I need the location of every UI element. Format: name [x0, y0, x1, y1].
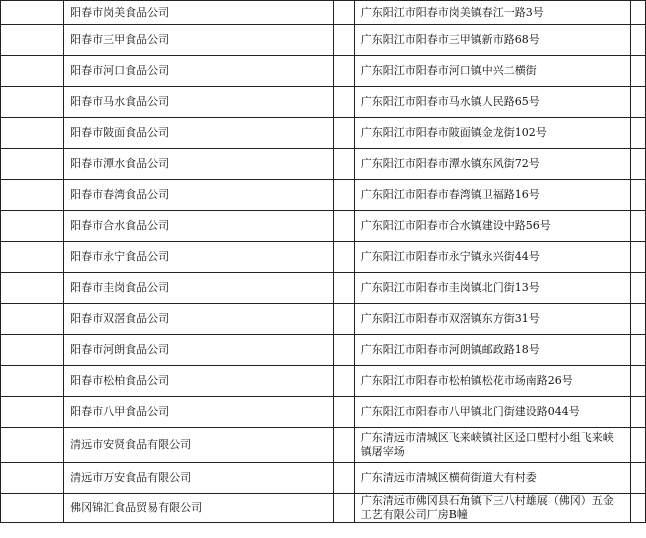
company-name-cell[interactable]: 阳春市河朗食品公司: [64, 335, 334, 366]
company-name-cell[interactable]: 阳春市八甲食品公司: [64, 397, 334, 428]
row-number-cell[interactable]: [1, 180, 64, 211]
spacer-cell[interactable]: [334, 211, 355, 242]
table-row: [1, 149, 646, 180]
row-number-cell[interactable]: [1, 149, 64, 180]
address-cell[interactable]: 广东清远市佛冈县石角镇下三八村雄展（佛冈）五金工艺有限公司厂房B幢: [354, 494, 630, 523]
table-row: [1, 463, 646, 494]
address-cell[interactable]: 广东阳江市阳春市三甲镇新市路68号: [354, 25, 630, 56]
address-cell[interactable]: 广东清远市清城区横荷街道大有村委: [354, 463, 630, 494]
spacer-cell[interactable]: [334, 494, 355, 523]
row-number-cell[interactable]: [1, 273, 64, 304]
edge-cell[interactable]: [631, 118, 646, 149]
edge-cell[interactable]: [631, 397, 646, 428]
row-number-cell[interactable]: [1, 211, 64, 242]
address-cell[interactable]: 广东阳江市阳春市河朗镇邮政路18号: [354, 335, 630, 366]
spacer-cell[interactable]: [334, 335, 355, 366]
table-row: [1, 25, 646, 56]
address-cell[interactable]: 广东阳江市阳春市陂面镇金龙街102号: [354, 118, 630, 149]
edge-cell[interactable]: [631, 25, 646, 56]
company-name-cell[interactable]: 阳春市潭水食品公司: [64, 149, 334, 180]
row-number-cell[interactable]: [1, 56, 64, 87]
table-row: [1, 304, 646, 335]
table-row: [1, 428, 646, 463]
address-cell[interactable]: 广东清远市清城区飞来峡镇社区迳口塱村小组飞来峡镇屠宰场: [354, 428, 630, 463]
table-row: [1, 211, 646, 242]
edge-cell[interactable]: [631, 242, 646, 273]
address-cell[interactable]: 广东阳江市阳春市永宁镇永兴街44号: [354, 242, 630, 273]
table-row: [1, 180, 646, 211]
company-name-cell[interactable]: 阳春市陂面食品公司: [64, 118, 334, 149]
spacer-cell[interactable]: [334, 149, 355, 180]
spacer-cell[interactable]: [334, 56, 355, 87]
table-row: [1, 1, 646, 25]
row-number-cell[interactable]: [1, 494, 64, 523]
edge-cell[interactable]: [631, 366, 646, 397]
table-row: [1, 366, 646, 397]
spacer-cell[interactable]: [334, 87, 355, 118]
address-cell[interactable]: 广东阳江市阳春市潭水镇东风街72号: [354, 149, 630, 180]
company-name-cell[interactable]: 阳春市马水食品公司: [64, 87, 334, 118]
spacer-cell[interactable]: [334, 242, 355, 273]
table-row: [1, 335, 646, 366]
row-number-cell[interactable]: [1, 463, 64, 494]
spacer-cell[interactable]: [334, 273, 355, 304]
row-number-cell[interactable]: [1, 87, 64, 118]
company-name-cell[interactable]: 阳春市河口食品公司: [64, 56, 334, 87]
company-name-cell[interactable]: 阳春市永宁食品公司: [64, 242, 334, 273]
edge-cell[interactable]: [631, 463, 646, 494]
row-number-cell[interactable]: [1, 335, 64, 366]
edge-cell[interactable]: [631, 273, 646, 304]
spacer-cell[interactable]: [334, 463, 355, 494]
table-row: [1, 397, 646, 428]
table-row: [1, 118, 646, 149]
spacer-cell[interactable]: [334, 25, 355, 56]
edge-cell[interactable]: [631, 428, 646, 463]
edge-cell[interactable]: [631, 87, 646, 118]
spacer-cell[interactable]: [334, 304, 355, 335]
company-name-cell[interactable]: 阳春市合水食品公司: [64, 211, 334, 242]
edge-cell[interactable]: [631, 494, 646, 523]
company-name-cell[interactable]: 清远市万安食品有限公司: [64, 463, 334, 494]
row-number-cell[interactable]: [1, 1, 64, 25]
table-row: [1, 494, 646, 523]
edge-cell[interactable]: [631, 1, 646, 25]
table-row: [1, 242, 646, 273]
spacer-cell[interactable]: [334, 1, 355, 25]
company-name-cell[interactable]: 佛冈锦汇食品贸易有限公司: [64, 494, 334, 523]
address-cell[interactable]: 广东阳江市阳春市双滘镇东方街31号: [354, 304, 630, 335]
spacer-cell[interactable]: [334, 428, 355, 463]
row-number-cell[interactable]: [1, 25, 64, 56]
edge-cell[interactable]: [631, 149, 646, 180]
table-row: [1, 56, 646, 87]
table-row: [1, 87, 646, 118]
edge-cell[interactable]: [631, 304, 646, 335]
spacer-cell[interactable]: [334, 397, 355, 428]
row-number-cell[interactable]: [1, 304, 64, 335]
edge-cell[interactable]: [631, 211, 646, 242]
company-name-cell[interactable]: 阳春市圭岗食品公司: [64, 273, 334, 304]
address-cell[interactable]: 广东阳江市阳春市合水镇建设中路56号: [354, 211, 630, 242]
row-number-cell[interactable]: [1, 242, 64, 273]
spacer-cell[interactable]: [334, 180, 355, 211]
edge-cell[interactable]: [631, 56, 646, 87]
company-name-cell[interactable]: 阳春市双滘食品公司: [64, 304, 334, 335]
spacer-cell[interactable]: [334, 366, 355, 397]
company-name-cell[interactable]: 阳春市松柏食品公司: [64, 366, 334, 397]
address-cell[interactable]: 广东阳江市阳春市圭岗镇北门街13号: [354, 273, 630, 304]
edge-cell[interactable]: [631, 180, 646, 211]
address-cell[interactable]: 广东阳江市阳春市河口镇中兴二横街: [354, 56, 630, 87]
address-cell[interactable]: 广东阳江市阳春市马水镇人民路65号: [354, 87, 630, 118]
edge-cell[interactable]: [631, 335, 646, 366]
row-number-cell[interactable]: [1, 118, 64, 149]
address-cell[interactable]: 广东阳江市阳春市松柏镇松花市场南路26号: [354, 366, 630, 397]
address-cell[interactable]: 广东阳江市阳春市春湾镇卫福路16号: [354, 180, 630, 211]
address-cell[interactable]: 广东阳江市阳春市八甲镇北门街建设路044号: [354, 397, 630, 428]
company-name-cell[interactable]: 阳春市春湾食品公司: [64, 180, 334, 211]
address-cell[interactable]: 广东阳江市阳春市岗美镇春江一路3号: [354, 1, 630, 25]
row-number-cell[interactable]: [1, 428, 64, 463]
spacer-cell[interactable]: [334, 118, 355, 149]
row-number-cell[interactable]: [1, 397, 64, 428]
company-name-cell[interactable]: 阳春市岗美食品公司: [64, 1, 334, 25]
row-number-cell[interactable]: [1, 366, 64, 397]
company-name-cell[interactable]: 阳春市三甲食品公司: [64, 25, 334, 56]
table-row: [1, 273, 646, 304]
company-name-cell[interactable]: 清远市安贤食品有限公司: [64, 428, 334, 463]
